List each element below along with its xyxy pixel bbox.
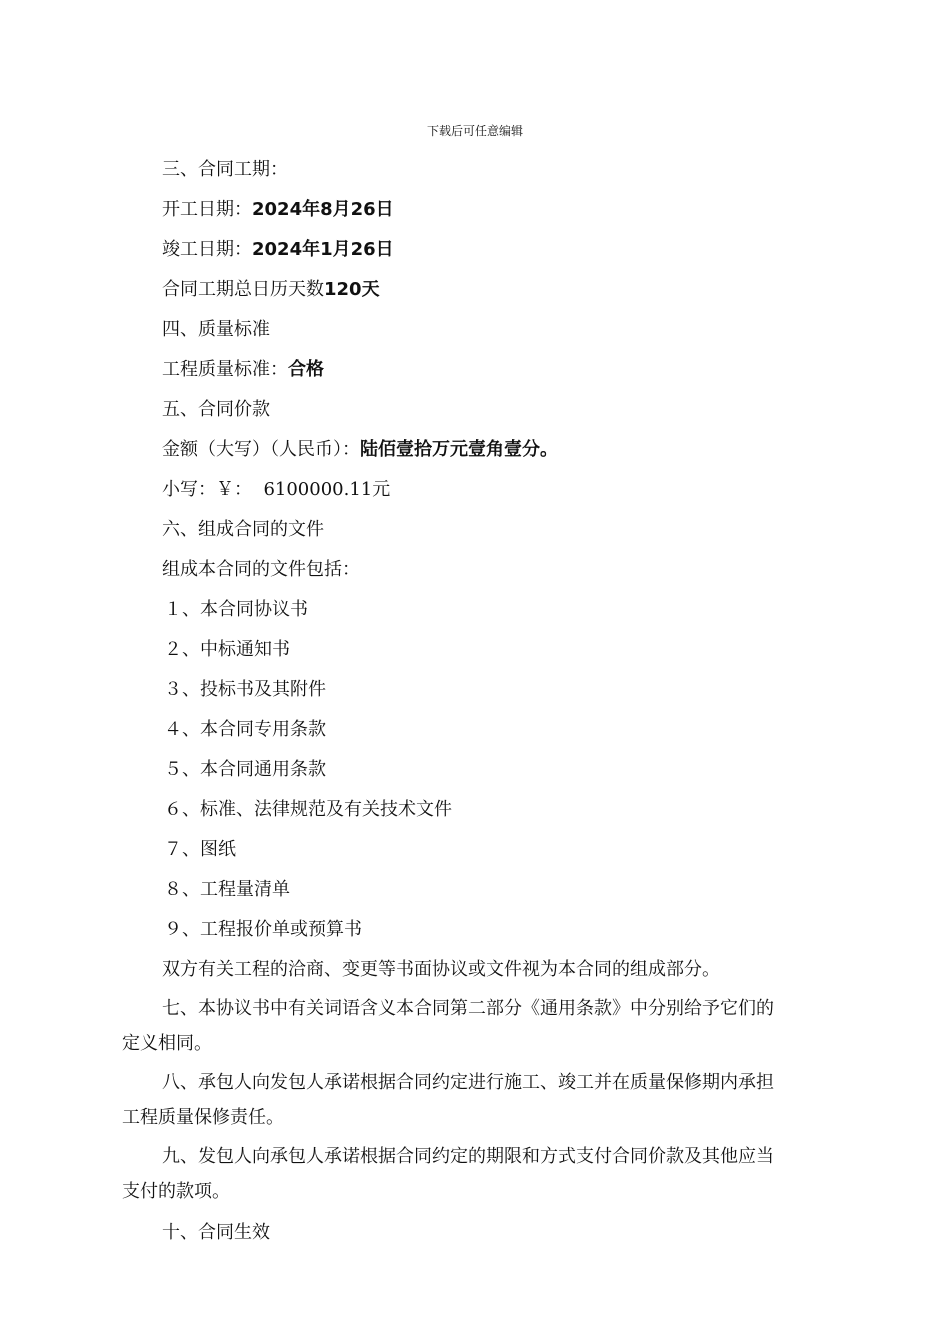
amount-lower-value: 6100000.11元 [263,479,391,500]
document-list-item: ２、中标通知书 [164,639,290,660]
document-list-item: ７、图纸 [164,839,236,860]
section-heading-effect: 十、合同生效 [162,1222,270,1243]
document-list-item: ９、工程报价单或预算书 [164,919,362,940]
section-heading-documents: 六、组成合同的文件 [162,519,324,540]
amount-upper-value: 陆佰壹拾万元壹角壹分。 [360,439,558,460]
document-list-item: ３、投标书及其附件 [164,679,326,700]
document-list-item: ５、本合同通用条款 [164,759,326,780]
quality-standard-row [122,350,782,390]
document-list-item: １、本合同协议书 [164,599,308,620]
document-list-item: ８、工程量清单 [164,879,290,900]
end-date-label: 竣工日期： [162,239,252,260]
clause-9: 九、发包人向承包人承诺根据合同约定的期限和方式支付合同价款及其他应当支付的款项。 [122,1146,774,1202]
page-header: 下载后可任意编辑 [426,124,523,138]
total-days-value: 120天 [324,279,380,300]
clause-8: 八、承包人向发包人承诺根据合同约定进行施工、竣工并在质量保修期内承担工程质量保修责任。 [122,1072,774,1128]
document-list-item: ６、标准、法律规范及有关技术文件 [164,799,452,820]
quality-standard-value: 合格 [288,359,324,380]
documents-intro: 组成本合同的文件包括： [162,559,360,580]
amount-upper-row [122,430,782,470]
start-date-value: 2024年8月26日 [252,199,394,220]
total-days-label: 合同工期总日历天数 [162,279,324,300]
section-heading-price: 五、合同价款 [162,399,270,420]
start-date-label: 开工日期： [162,199,252,220]
quality-standard-label: 工程质量标准： [162,359,288,380]
total-days-row [122,270,782,310]
document-list-item: ４、本合同专用条款 [164,719,326,740]
amount-upper-label: 金额（大写）（人民币）： [162,439,360,460]
contract-body [122,150,782,1253]
documents-closing: 双方有关工程的洽商、变更等书面协议或文件视为本合同的组成部分。 [162,959,720,980]
section-heading-period: 三、合同工期： [162,159,288,180]
amount-lower-row [122,470,782,510]
section-heading-quality: 四、质量标准 [162,319,270,340]
amount-lower-label: 小写：￥： [162,479,252,500]
end-date-row [122,230,782,270]
start-date-row [122,190,782,230]
end-date-value: 2024年1月26日 [252,239,394,260]
clause-7: 七、本协议书中有关词语含义本合同第二部分《通用条款》中分别给予它们的定义相同。 [122,998,774,1054]
